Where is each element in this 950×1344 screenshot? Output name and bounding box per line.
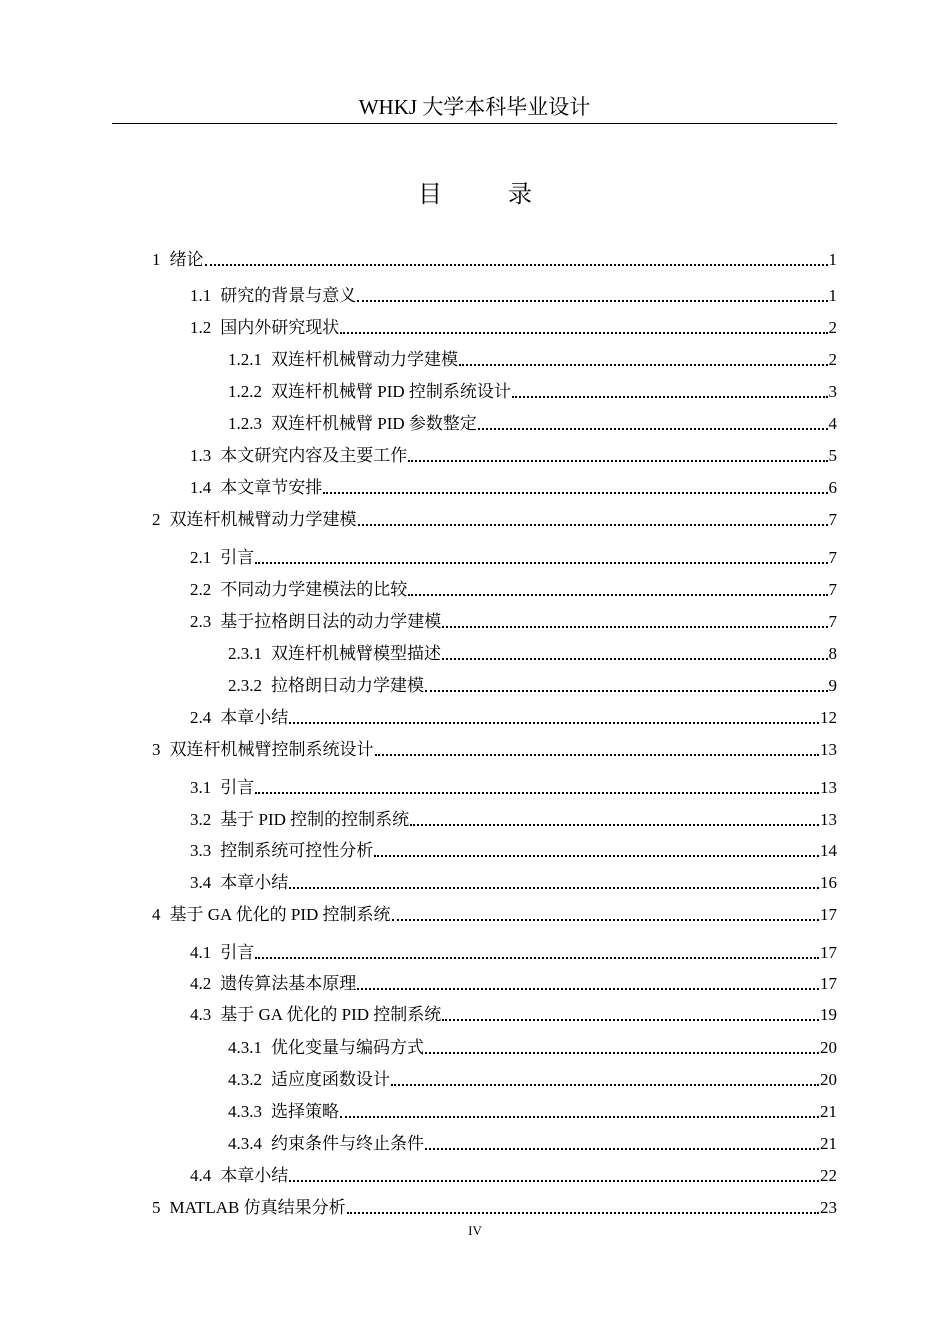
dot-leader	[374, 855, 819, 857]
dot-leader	[255, 562, 827, 564]
toc-entry-title: 研究的背景与意义	[220, 286, 357, 305]
dot-leader	[442, 658, 828, 660]
toc-entry-number: 4.3.3	[228, 1102, 262, 1121]
toc-entry-page: 4	[828, 414, 837, 433]
toc-entry-title: 约束条件与终止条件	[271, 1134, 424, 1153]
toc-entry-page: 8	[828, 644, 837, 663]
toc-entry-number: 4.2	[190, 974, 212, 993]
dot-leader	[255, 957, 819, 959]
toc-entry-page: 6	[828, 478, 837, 497]
toc-entry-label	[190, 1165, 288, 1187]
toc-entry-title: 基于 GA 优化的 PID 控制系统	[220, 1005, 442, 1024]
toc-entry[interactable]	[152, 343, 837, 371]
toc-entry-title: 双连杆机械臂动力学建模	[169, 510, 357, 529]
toc-entry-number: 2.2	[190, 580, 212, 599]
toc-entry[interactable]	[152, 1063, 837, 1091]
toc-entry[interactable]	[152, 701, 837, 729]
toc-entry-title: 遗传算法基本原理	[220, 974, 357, 993]
toc-entry[interactable]	[152, 998, 837, 1026]
toc-entry-title: 引言	[220, 778, 255, 797]
toc-entry[interactable]	[152, 866, 837, 894]
toc-entry-page: 12	[820, 708, 837, 727]
toc-entry-number: 2.3.2	[228, 676, 262, 695]
running-head: WHKJ 大学本科毕业设计	[358, 95, 591, 119]
toc-entry-number: 1.2.1	[228, 350, 262, 369]
toc-entry-label	[190, 840, 373, 862]
toc-entry-title: 双连杆机械臂 PID 参数整定	[271, 414, 477, 433]
dot-leader	[512, 396, 828, 398]
toc-entry-label	[190, 707, 288, 729]
toc-entry-title: 双连杆机械臂模型描述	[271, 644, 441, 663]
toc-entry-number: 5	[152, 1198, 161, 1217]
toc-entry[interactable]	[152, 471, 837, 499]
toc-entry[interactable]	[152, 503, 837, 531]
toc-entry-label	[228, 349, 458, 371]
toc-entry-number: 1.2.3	[228, 414, 262, 433]
toc-entry-page: 22	[820, 1166, 837, 1185]
toc-entry-title: 双连杆机械臂控制系统设计	[169, 740, 374, 759]
dot-leader	[205, 264, 828, 266]
toc-entry[interactable]	[152, 439, 837, 467]
toc-entry-label	[152, 904, 391, 926]
dot-leader	[289, 722, 819, 724]
dot-leader	[323, 492, 827, 494]
toc-title: 目 录	[418, 182, 562, 208]
toc-entry-page: 5	[828, 446, 837, 465]
toc-entry-title: 控制系统可控性分析	[220, 841, 374, 860]
toc-entry[interactable]	[152, 803, 837, 831]
toc-entry[interactable]	[152, 1031, 837, 1059]
toc-entry[interactable]	[152, 1095, 837, 1123]
dot-leader	[255, 792, 819, 794]
toc-entry-label	[190, 611, 441, 633]
toc-entry-number: 1.1	[190, 286, 212, 305]
dot-leader	[391, 1084, 819, 1086]
toc-entry[interactable]	[152, 834, 837, 862]
toc-entry-page: 7	[828, 510, 837, 529]
toc-entry-page: 17	[820, 905, 837, 924]
toc-entry-number: 4.4	[190, 1166, 212, 1185]
toc-entry-label	[190, 872, 288, 894]
toc-entry-page: 13	[820, 778, 837, 797]
dot-leader	[392, 919, 819, 921]
toc-entry-number: 3.4	[190, 873, 212, 892]
toc-entry-title: 双连杆机械臂 PID 控制系统设计	[271, 382, 511, 401]
toc-entry-number: 4.3	[190, 1005, 212, 1024]
toc-entry-title: 本章小结	[220, 1166, 289, 1185]
toc-entry-page: 7	[828, 580, 837, 599]
toc-entry[interactable]	[152, 898, 837, 926]
dot-leader	[357, 300, 827, 302]
toc-entry-label	[228, 413, 477, 435]
toc-entry-number: 3.1	[190, 778, 212, 797]
toc-entry-title: 绪论	[169, 250, 204, 269]
dot-leader	[478, 428, 828, 430]
dot-leader	[408, 594, 827, 596]
toc-entry[interactable]	[152, 407, 837, 435]
toc-entry[interactable]	[152, 967, 837, 995]
toc-entry-label	[190, 777, 254, 799]
toc-entry-page: 2	[828, 318, 837, 337]
toc-entry-page: 1	[828, 286, 837, 305]
toc-entry-number: 4.3.2	[228, 1070, 262, 1089]
dot-leader	[347, 1212, 819, 1214]
toc-entry-title: 本文章节安排	[220, 478, 323, 497]
toc-entry-title: 本章小结	[220, 873, 289, 892]
toc-entry-page: 16	[820, 873, 837, 892]
toc-entry-number: 2.4	[190, 708, 212, 727]
toc-entry-number: 3	[152, 740, 161, 759]
dot-leader	[289, 887, 819, 889]
toc-entry-number: 1.3	[190, 446, 212, 465]
toc-entry[interactable]	[152, 573, 837, 601]
toc-entry-number: 2.3.1	[228, 644, 262, 663]
toc-entry-label	[228, 643, 441, 665]
toc-entry-page: 13	[820, 740, 837, 759]
toc-entry-label	[228, 1133, 424, 1155]
toc-entry-number: 4.3.1	[228, 1038, 262, 1057]
toc-entry-title: 优化变量与编码方式	[271, 1038, 424, 1057]
toc-entry-page: 14	[820, 841, 837, 860]
toc-entry-label	[228, 675, 424, 697]
toc-entry-number: 1.2	[190, 318, 212, 337]
toc-entry-page: 3	[828, 382, 837, 401]
toc-entry-label	[190, 285, 356, 307]
toc-entry-label	[190, 547, 254, 569]
toc-entry-title: 本章小结	[220, 708, 289, 727]
toc-entry-number: 3.3	[190, 841, 212, 860]
toc-entry[interactable]	[152, 541, 837, 569]
header-rule	[112, 123, 837, 124]
toc-entry-page: 23	[820, 1198, 837, 1217]
toc-entry-title: MATLAB 仿真结果分析	[169, 1198, 346, 1217]
toc-entry-label	[228, 381, 511, 403]
toc-entry-page: 7	[828, 612, 837, 631]
toc-entry-page: 21	[820, 1134, 837, 1153]
toc-entry-title: 本文研究内容及主要工作	[220, 446, 408, 465]
toc-entry-number: 2.1	[190, 548, 212, 567]
toc-entry-label	[228, 1069, 390, 1091]
dot-leader	[340, 332, 827, 334]
toc-entry-label	[190, 942, 254, 964]
toc-entry-label	[152, 739, 374, 761]
toc-entry[interactable]	[152, 936, 837, 964]
dot-leader	[375, 754, 820, 756]
toc-entry[interactable]	[152, 311, 837, 339]
toc-entry-title: 基于拉格朗日法的动力学建模	[220, 612, 442, 631]
toc-entry-title: 选择策略	[271, 1102, 339, 1121]
toc-entry[interactable]	[152, 375, 837, 403]
dot-leader	[442, 1019, 819, 1021]
toc-entry-title: 不同动力学建模法的比较	[220, 580, 408, 599]
toc-entry-number: 1.4	[190, 478, 212, 497]
dot-leader	[340, 1116, 819, 1118]
dot-leader	[289, 1180, 819, 1182]
toc-entry[interactable]	[152, 243, 837, 271]
toc-entry-title: 基于 GA 优化的 PID 控制系统	[169, 905, 391, 924]
toc-entry-label	[190, 1004, 441, 1026]
toc-entry-page: 20	[820, 1070, 837, 1089]
toc-entry-page: 1	[828, 250, 837, 269]
page-number: IV	[468, 1223, 482, 1238]
toc-entry-title: 引言	[220, 943, 255, 962]
toc-entry-page: 19	[820, 1005, 837, 1024]
toc-entry[interactable]	[152, 637, 837, 665]
dot-leader	[425, 690, 828, 692]
toc-entry[interactable]	[152, 1191, 837, 1219]
toc-entry[interactable]	[152, 771, 837, 799]
toc-entry-number: 2	[152, 510, 161, 529]
toc-entry-title: 引言	[220, 548, 255, 567]
toc-entry-page: 7	[828, 548, 837, 567]
dot-leader	[408, 460, 827, 462]
toc-entry[interactable]	[152, 1159, 837, 1187]
dot-leader	[442, 626, 827, 628]
toc-entry[interactable]	[152, 605, 837, 633]
toc-entry-label	[228, 1037, 424, 1059]
toc-entry-number: 1.2.2	[228, 382, 262, 401]
toc-entry-number: 4.3.4	[228, 1134, 262, 1153]
toc-entry-label	[228, 1101, 339, 1123]
toc-entry-page: 21	[820, 1102, 837, 1121]
dot-leader	[425, 1148, 819, 1150]
toc-entry-label	[190, 973, 356, 995]
toc-entry-number: 2.3	[190, 612, 212, 631]
toc-entry-number: 4.1	[190, 943, 212, 962]
toc-entry-label	[152, 249, 204, 271]
toc-entry-number: 4	[152, 905, 161, 924]
dot-leader	[410, 824, 819, 826]
toc-entry-title: 基于 PID 控制的控制系统	[220, 810, 410, 829]
toc-entry-number: 1	[152, 250, 161, 269]
toc-entry-title: 双连杆机械臂动力学建模	[271, 350, 458, 369]
toc-entry-label	[190, 317, 339, 339]
dot-leader	[358, 524, 828, 526]
toc-entry[interactable]	[152, 733, 837, 761]
dot-leader	[357, 988, 819, 990]
toc-entry-page: 20	[820, 1038, 837, 1057]
toc-entry-label	[190, 477, 322, 499]
toc-entry-label	[152, 1197, 346, 1219]
toc-entry[interactable]	[152, 279, 837, 307]
toc-entry-page: 13	[820, 810, 837, 829]
toc-entry-label	[190, 445, 407, 467]
dot-leader	[425, 1052, 819, 1054]
toc-entry-page: 17	[820, 943, 837, 962]
dot-leader	[459, 364, 828, 366]
toc-entry-label	[190, 579, 407, 601]
toc-entry-title: 拉格朗日动力学建模	[271, 676, 424, 695]
toc-entry-title: 适应度函数设计	[271, 1070, 390, 1089]
toc-entry-title: 国内外研究现状	[220, 318, 340, 337]
toc-entry-page: 17	[820, 974, 837, 993]
toc-entry-label	[190, 809, 409, 831]
toc-entry-label	[152, 509, 357, 531]
toc-entry-page: 2	[828, 350, 837, 369]
toc-entry[interactable]	[152, 1127, 837, 1155]
toc-entry-page: 9	[828, 676, 837, 695]
toc-entry[interactable]	[152, 669, 837, 697]
toc-entry-number: 3.2	[190, 810, 212, 829]
